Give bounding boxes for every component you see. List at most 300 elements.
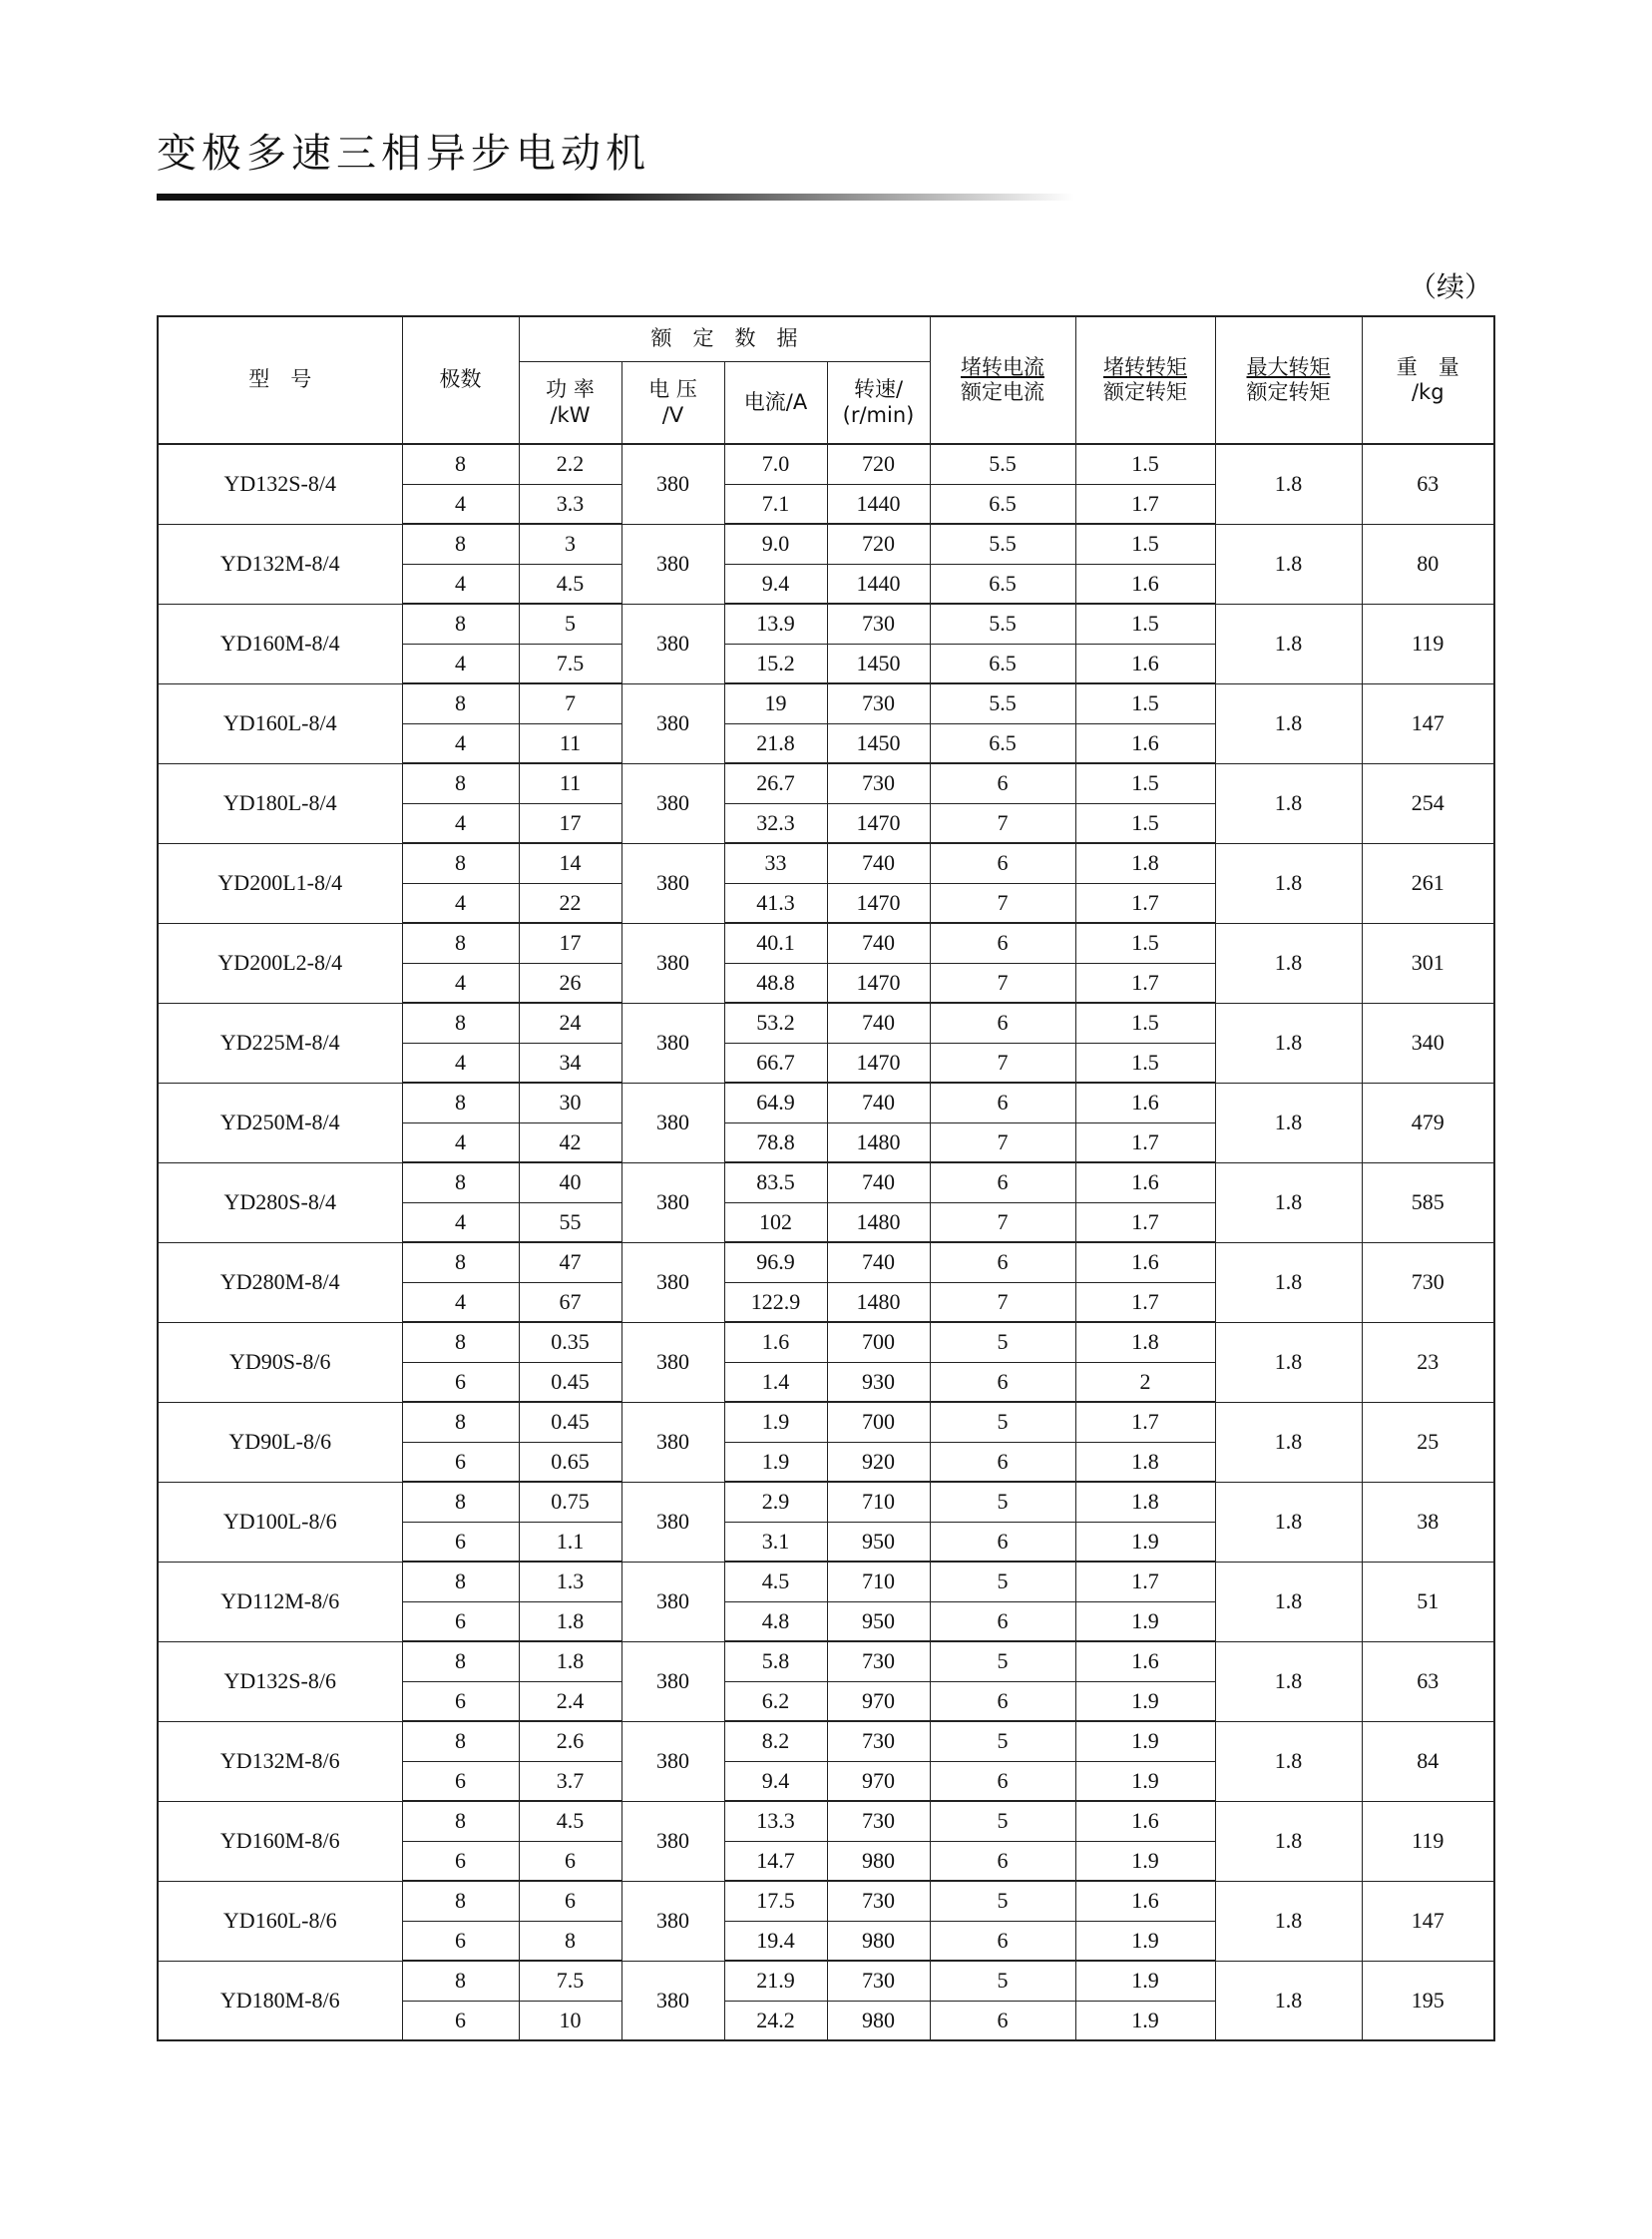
header-poles: 极数 xyxy=(402,316,519,444)
cell-power: 14 xyxy=(519,843,621,883)
cell-power: 1.8 xyxy=(519,1641,621,1681)
cell-current: 48.8 xyxy=(724,963,827,1003)
cell-power: 11 xyxy=(519,723,621,763)
cell-locked-current-ratio: 6 xyxy=(930,923,1075,963)
speed-unit: (r/min) xyxy=(842,402,915,427)
cell-model: YD132S-8/6 xyxy=(158,1641,402,1721)
cell-power: 10 xyxy=(519,2001,621,2040)
cell-current: 53.2 xyxy=(724,1003,827,1043)
cell-current: 78.8 xyxy=(724,1122,827,1162)
cell-locked-torque-ratio: 1.5 xyxy=(1075,524,1215,564)
cell-voltage: 380 xyxy=(621,1562,724,1641)
cell-power: 6 xyxy=(519,1881,621,1921)
cell-locked-torque-ratio: 1.9 xyxy=(1075,1721,1215,1761)
cell-poles: 6 xyxy=(402,1601,519,1641)
cell-voltage: 380 xyxy=(621,1641,724,1721)
cell-weight: 63 xyxy=(1362,444,1494,524)
cell-poles: 8 xyxy=(402,604,519,644)
cell-model: YD160M-8/6 xyxy=(158,1801,402,1881)
cell-current: 122.9 xyxy=(724,1282,827,1322)
cell-locked-current-ratio: 6 xyxy=(930,1681,1075,1721)
cell-locked-torque-ratio: 1.8 xyxy=(1075,1482,1215,1522)
cell-speed: 950 xyxy=(827,1601,930,1641)
cell-speed: 950 xyxy=(827,1522,930,1562)
cell-poles: 6 xyxy=(402,1761,519,1801)
locked-current-ratio-numerator: 堵转电流 xyxy=(961,354,1044,379)
table-row xyxy=(158,524,1494,564)
cell-speed: 1450 xyxy=(827,644,930,683)
cell-speed: 730 xyxy=(827,1961,930,2001)
cell-voltage: 380 xyxy=(621,524,724,604)
cell-weight: 254 xyxy=(1362,763,1494,843)
cell-voltage: 380 xyxy=(621,1482,724,1562)
table-row xyxy=(158,1961,1494,2001)
cell-power: 2.2 xyxy=(519,444,621,484)
table-row xyxy=(158,1482,1494,1522)
cell-locked-torque-ratio: 1.5 xyxy=(1075,803,1215,843)
cell-locked-torque-ratio: 1.7 xyxy=(1075,883,1215,923)
cell-voltage: 380 xyxy=(621,1003,724,1083)
cell-weight: 23 xyxy=(1362,1322,1494,1402)
cell-locked-current-ratio: 6 xyxy=(930,843,1075,883)
cell-locked-torque-ratio: 1.9 xyxy=(1075,1841,1215,1881)
cell-current: 102 xyxy=(724,1202,827,1242)
cell-weight: 25 xyxy=(1362,1402,1494,1482)
cell-speed: 740 xyxy=(827,1083,930,1122)
cell-weight: 80 xyxy=(1362,524,1494,604)
cell-model: YD250M-8/4 xyxy=(158,1083,402,1162)
table-row xyxy=(158,1881,1494,1921)
cell-model: YD200L1-8/4 xyxy=(158,843,402,923)
cell-power: 8 xyxy=(519,1921,621,1961)
cell-current: 26.7 xyxy=(724,763,827,803)
weight-unit: /kg xyxy=(1411,380,1445,404)
header-weight xyxy=(1362,316,1494,444)
cell-poles: 6 xyxy=(402,1362,519,1402)
cell-speed: 730 xyxy=(827,1721,930,1761)
cell-power: 7 xyxy=(519,683,621,723)
cell-speed: 980 xyxy=(827,2001,930,2040)
cell-current: 7.0 xyxy=(724,444,827,484)
cell-locked-torque-ratio: 1.6 xyxy=(1075,1641,1215,1681)
cell-power: 5 xyxy=(519,604,621,644)
cell-max-torque-ratio: 1.8 xyxy=(1215,1402,1362,1482)
cell-speed: 700 xyxy=(827,1402,930,1442)
cell-locked-current-ratio: 5.5 xyxy=(930,524,1075,564)
cell-current: 7.1 xyxy=(724,484,827,524)
cell-max-torque-ratio: 1.8 xyxy=(1215,1562,1362,1641)
cell-power: 26 xyxy=(519,963,621,1003)
cell-poles: 4 xyxy=(402,644,519,683)
cell-locked-torque-ratio: 1.9 xyxy=(1075,1761,1215,1801)
cell-speed: 970 xyxy=(827,1761,930,1801)
cell-poles: 4 xyxy=(402,1282,519,1322)
cell-locked-torque-ratio: 1.7 xyxy=(1075,1202,1215,1242)
cell-locked-torque-ratio: 1.5 xyxy=(1075,604,1215,644)
cell-speed: 1480 xyxy=(827,1282,930,1322)
header-locked-torque-ratio xyxy=(1075,316,1215,444)
cell-poles: 8 xyxy=(402,1003,519,1043)
cell-locked-torque-ratio: 1.5 xyxy=(1075,683,1215,723)
table-row xyxy=(158,444,1494,484)
cell-locked-torque-ratio: 1.8 xyxy=(1075,1322,1215,1362)
cell-speed: 720 xyxy=(827,444,930,484)
cell-poles: 6 xyxy=(402,1921,519,1961)
cell-locked-current-ratio: 7 xyxy=(930,1202,1075,1242)
cell-power: 1.3 xyxy=(519,1562,621,1601)
cell-current: 15.2 xyxy=(724,644,827,683)
cell-power: 2.6 xyxy=(519,1721,621,1761)
cell-speed: 730 xyxy=(827,1801,930,1841)
cell-locked-torque-ratio: 1.6 xyxy=(1075,644,1215,683)
cell-poles: 8 xyxy=(402,1641,519,1681)
cell-weight: 195 xyxy=(1362,1961,1494,2040)
cell-speed: 1470 xyxy=(827,803,930,843)
cell-current: 13.9 xyxy=(724,604,827,644)
cell-speed: 1470 xyxy=(827,963,930,1003)
cell-poles: 8 xyxy=(402,1482,519,1522)
cell-power: 55 xyxy=(519,1202,621,1242)
cell-locked-current-ratio: 5 xyxy=(930,1402,1075,1442)
cell-speed: 1440 xyxy=(827,484,930,524)
cell-locked-current-ratio: 5 xyxy=(930,1801,1075,1841)
cell-current: 9.4 xyxy=(724,1761,827,1801)
cell-power: 4.5 xyxy=(519,564,621,604)
power-unit: /kW xyxy=(550,402,591,427)
continued-label: （续） xyxy=(1408,270,1492,303)
cell-locked-current-ratio: 6 xyxy=(930,763,1075,803)
cell-max-torque-ratio: 1.8 xyxy=(1215,923,1362,1003)
cell-poles: 8 xyxy=(402,1322,519,1362)
cell-voltage: 380 xyxy=(621,1242,724,1322)
cell-current: 41.3 xyxy=(724,883,827,923)
cell-locked-torque-ratio: 1.7 xyxy=(1075,484,1215,524)
page-title: 变极多速三相异步电动机 xyxy=(157,131,650,177)
cell-model: YD100L-8/6 xyxy=(158,1482,402,1562)
cell-max-torque-ratio: 1.8 xyxy=(1215,1881,1362,1961)
table-row xyxy=(158,923,1494,963)
cell-model: YD90L-8/6 xyxy=(158,1402,402,1482)
header-current: 电流/A xyxy=(724,362,827,445)
cell-weight: 51 xyxy=(1362,1562,1494,1641)
table-body xyxy=(158,444,1494,2040)
cell-locked-torque-ratio: 1.6 xyxy=(1075,1162,1215,1202)
cell-poles: 8 xyxy=(402,1801,519,1841)
cell-power: 47 xyxy=(519,1242,621,1282)
cell-power: 3 xyxy=(519,524,621,564)
cell-current: 21.9 xyxy=(724,1961,827,2001)
cell-poles: 8 xyxy=(402,1721,519,1761)
cell-speed: 740 xyxy=(827,923,930,963)
header-speed xyxy=(827,362,930,445)
cell-locked-torque-ratio: 1.9 xyxy=(1075,1522,1215,1562)
cell-current: 5.8 xyxy=(724,1641,827,1681)
cell-poles: 8 xyxy=(402,1162,519,1202)
cell-poles: 4 xyxy=(402,484,519,524)
cell-locked-torque-ratio: 1.9 xyxy=(1075,1961,1215,2001)
cell-poles: 8 xyxy=(402,1083,519,1122)
motor-spec-table xyxy=(157,315,1495,2041)
cell-locked-torque-ratio: 1.5 xyxy=(1075,444,1215,484)
cell-locked-torque-ratio: 1.5 xyxy=(1075,1003,1215,1043)
cell-current: 1.4 xyxy=(724,1362,827,1402)
cell-voltage: 380 xyxy=(621,1721,724,1801)
cell-locked-current-ratio: 6 xyxy=(930,2001,1075,2040)
cell-locked-current-ratio: 6 xyxy=(930,1841,1075,1881)
cell-weight: 585 xyxy=(1362,1162,1494,1242)
cell-poles: 8 xyxy=(402,1402,519,1442)
cell-poles: 6 xyxy=(402,2001,519,2040)
cell-locked-torque-ratio: 1.5 xyxy=(1075,1043,1215,1083)
cell-weight: 730 xyxy=(1362,1242,1494,1322)
cell-locked-current-ratio: 5 xyxy=(930,1961,1075,2001)
table-row xyxy=(158,1721,1494,1761)
cell-model: YD160L-8/4 xyxy=(158,683,402,763)
cell-poles: 8 xyxy=(402,843,519,883)
cell-locked-torque-ratio: 1.6 xyxy=(1075,1083,1215,1122)
cell-weight: 147 xyxy=(1362,683,1494,763)
cell-locked-current-ratio: 5 xyxy=(930,1482,1075,1522)
cell-locked-current-ratio: 7 xyxy=(930,1282,1075,1322)
cell-locked-torque-ratio: 1.5 xyxy=(1075,923,1215,963)
header-model: 型 号 xyxy=(158,316,402,444)
cell-poles: 8 xyxy=(402,923,519,963)
cell-locked-torque-ratio: 1.8 xyxy=(1075,843,1215,883)
cell-current: 4.8 xyxy=(724,1601,827,1641)
table-row xyxy=(158,763,1494,803)
cell-locked-torque-ratio: 1.6 xyxy=(1075,723,1215,763)
cell-locked-torque-ratio: 1.6 xyxy=(1075,1242,1215,1282)
table-row xyxy=(158,1162,1494,1202)
cell-power: 1.1 xyxy=(519,1522,621,1562)
cell-speed: 730 xyxy=(827,683,930,723)
cell-weight: 340 xyxy=(1362,1003,1494,1083)
cell-weight: 261 xyxy=(1362,843,1494,923)
cell-model: YD160M-8/4 xyxy=(158,604,402,683)
cell-current: 9.4 xyxy=(724,564,827,604)
cell-model: YD180L-8/4 xyxy=(158,763,402,843)
weight-label: 重 量 xyxy=(1396,354,1459,379)
cell-current: 33 xyxy=(724,843,827,883)
cell-speed: 980 xyxy=(827,1841,930,1881)
cell-poles: 4 xyxy=(402,1202,519,1242)
cell-speed: 730 xyxy=(827,1881,930,1921)
cell-current: 32.3 xyxy=(724,803,827,843)
title-underline xyxy=(157,194,1074,201)
cell-model: YD180M-8/6 xyxy=(158,1961,402,2040)
cell-poles: 8 xyxy=(402,683,519,723)
cell-weight: 119 xyxy=(1362,1801,1494,1881)
header-power xyxy=(519,362,621,445)
cell-poles: 4 xyxy=(402,1122,519,1162)
header-locked-current-ratio xyxy=(930,316,1075,444)
header-voltage xyxy=(621,362,724,445)
cell-locked-current-ratio: 5.5 xyxy=(930,604,1075,644)
cell-locked-current-ratio: 7 xyxy=(930,803,1075,843)
cell-locked-torque-ratio: 1.5 xyxy=(1075,763,1215,803)
cell-power: 17 xyxy=(519,923,621,963)
cell-speed: 930 xyxy=(827,1362,930,1402)
cell-locked-torque-ratio: 1.8 xyxy=(1075,1442,1215,1482)
cell-power: 22 xyxy=(519,883,621,923)
cell-current: 1.9 xyxy=(724,1442,827,1482)
cell-model: YD280S-8/4 xyxy=(158,1162,402,1242)
cell-locked-torque-ratio: 1.6 xyxy=(1075,564,1215,604)
cell-power: 40 xyxy=(519,1162,621,1202)
cell-power: 3.7 xyxy=(519,1761,621,1801)
cell-current: 83.5 xyxy=(724,1162,827,1202)
cell-speed: 1450 xyxy=(827,723,930,763)
cell-locked-torque-ratio: 1.6 xyxy=(1075,1801,1215,1841)
cell-locked-current-ratio: 6 xyxy=(930,1083,1075,1122)
cell-current: 66.7 xyxy=(724,1043,827,1083)
cell-locked-current-ratio: 7 xyxy=(930,883,1075,923)
cell-locked-current-ratio: 6.5 xyxy=(930,723,1075,763)
cell-locked-torque-ratio: 1.7 xyxy=(1075,1402,1215,1442)
table-row xyxy=(158,1801,1494,1841)
cell-locked-current-ratio: 7 xyxy=(930,963,1075,1003)
cell-poles: 4 xyxy=(402,564,519,604)
cell-speed: 1470 xyxy=(827,1043,930,1083)
cell-locked-torque-ratio: 1.7 xyxy=(1075,1562,1215,1601)
cell-speed: 740 xyxy=(827,1242,930,1282)
cell-max-torque-ratio: 1.8 xyxy=(1215,604,1362,683)
cell-weight: 147 xyxy=(1362,1881,1494,1961)
table-row xyxy=(158,1641,1494,1681)
cell-speed: 730 xyxy=(827,1641,930,1681)
cell-locked-current-ratio: 5 xyxy=(930,1721,1075,1761)
table-row xyxy=(158,1242,1494,1282)
cell-current: 14.7 xyxy=(724,1841,827,1881)
cell-model: YD132M-8/6 xyxy=(158,1721,402,1801)
cell-max-torque-ratio: 1.8 xyxy=(1215,1003,1362,1083)
cell-poles: 4 xyxy=(402,723,519,763)
cell-poles: 8 xyxy=(402,524,519,564)
cell-power: 1.8 xyxy=(519,1601,621,1641)
cell-speed: 740 xyxy=(827,1003,930,1043)
cell-poles: 8 xyxy=(402,1242,519,1282)
cell-max-torque-ratio: 1.8 xyxy=(1215,1242,1362,1322)
voltage-label: 电 压 xyxy=(648,377,697,402)
cell-speed: 720 xyxy=(827,524,930,564)
cell-current: 2.9 xyxy=(724,1482,827,1522)
cell-power: 0.45 xyxy=(519,1402,621,1442)
cell-current: 40.1 xyxy=(724,923,827,963)
max-torque-ratio-numerator: 最大转矩 xyxy=(1246,354,1331,379)
cell-voltage: 380 xyxy=(621,1322,724,1402)
cell-speed: 920 xyxy=(827,1442,930,1482)
table-row xyxy=(158,683,1494,723)
cell-poles: 6 xyxy=(402,1841,519,1881)
cell-power: 6 xyxy=(519,1841,621,1881)
cell-max-torque-ratio: 1.8 xyxy=(1215,524,1362,604)
cell-locked-current-ratio: 6.5 xyxy=(930,484,1075,524)
speed-label: 转速/ xyxy=(853,377,904,402)
table-row xyxy=(158,1402,1494,1442)
cell-locked-current-ratio: 6 xyxy=(930,1601,1075,1641)
table-row xyxy=(158,1003,1494,1043)
cell-speed: 740 xyxy=(827,1162,930,1202)
cell-current: 1.9 xyxy=(724,1402,827,1442)
cell-voltage: 380 xyxy=(621,1162,724,1242)
cell-speed: 1440 xyxy=(827,564,930,604)
cell-power: 7.5 xyxy=(519,644,621,683)
cell-power: 34 xyxy=(519,1043,621,1083)
locked-torque-ratio-denominator: 额定转矩 xyxy=(1103,380,1187,404)
cell-current: 19.4 xyxy=(724,1921,827,1961)
cell-max-torque-ratio: 1.8 xyxy=(1215,1083,1362,1162)
cell-weight: 63 xyxy=(1362,1641,1494,1721)
cell-speed: 730 xyxy=(827,763,930,803)
cell-max-torque-ratio: 1.8 xyxy=(1215,1961,1362,2040)
cell-locked-current-ratio: 6 xyxy=(930,1921,1075,1961)
cell-poles: 8 xyxy=(402,1562,519,1601)
cell-locked-torque-ratio: 1.7 xyxy=(1075,1282,1215,1322)
cell-model: YD280M-8/4 xyxy=(158,1242,402,1322)
cell-poles: 6 xyxy=(402,1681,519,1721)
cell-power: 0.65 xyxy=(519,1442,621,1482)
cell-model: YD160L-8/6 xyxy=(158,1881,402,1961)
cell-locked-torque-ratio: 1.7 xyxy=(1075,1122,1215,1162)
cell-locked-current-ratio: 5.5 xyxy=(930,444,1075,484)
cell-current: 1.6 xyxy=(724,1322,827,1362)
cell-locked-current-ratio: 5 xyxy=(930,1322,1075,1362)
cell-speed: 1480 xyxy=(827,1202,930,1242)
cell-speed: 730 xyxy=(827,604,930,644)
cell-speed: 710 xyxy=(827,1482,930,1522)
cell-poles: 4 xyxy=(402,1043,519,1083)
cell-voltage: 380 xyxy=(621,1083,724,1162)
cell-speed: 1480 xyxy=(827,1122,930,1162)
cell-current: 9.0 xyxy=(724,524,827,564)
cell-locked-current-ratio: 6 xyxy=(930,1242,1075,1282)
cell-voltage: 380 xyxy=(621,843,724,923)
cell-power: 2.4 xyxy=(519,1681,621,1721)
cell-max-torque-ratio: 1.8 xyxy=(1215,763,1362,843)
cell-speed: 740 xyxy=(827,843,930,883)
cell-poles: 4 xyxy=(402,803,519,843)
cell-max-torque-ratio: 1.8 xyxy=(1215,683,1362,763)
cell-locked-current-ratio: 5 xyxy=(930,1881,1075,1921)
cell-max-torque-ratio: 1.8 xyxy=(1215,1801,1362,1881)
cell-locked-torque-ratio: 1.6 xyxy=(1075,1881,1215,1921)
cell-poles: 8 xyxy=(402,1961,519,2001)
cell-weight: 38 xyxy=(1362,1482,1494,1562)
cell-locked-current-ratio: 6 xyxy=(930,1362,1075,1402)
cell-weight: 301 xyxy=(1362,923,1494,1003)
cell-speed: 710 xyxy=(827,1562,930,1601)
cell-poles: 8 xyxy=(402,763,519,803)
cell-power: 30 xyxy=(519,1083,621,1122)
cell-poles: 4 xyxy=(402,963,519,1003)
cell-voltage: 380 xyxy=(621,1402,724,1482)
cell-power: 7.5 xyxy=(519,1961,621,2001)
cell-current: 17.5 xyxy=(724,1881,827,1921)
cell-model: YD112M-8/6 xyxy=(158,1562,402,1641)
cell-poles: 6 xyxy=(402,1442,519,1482)
cell-power: 0.75 xyxy=(519,1482,621,1522)
cell-locked-torque-ratio: 1.9 xyxy=(1075,1601,1215,1641)
cell-speed: 980 xyxy=(827,1921,930,1961)
cell-current: 4.5 xyxy=(724,1562,827,1601)
cell-model: YD132M-8/4 xyxy=(158,524,402,604)
table-row xyxy=(158,1562,1494,1601)
cell-speed: 700 xyxy=(827,1322,930,1362)
cell-max-torque-ratio: 1.8 xyxy=(1215,1322,1362,1402)
cell-model: YD200L2-8/4 xyxy=(158,923,402,1003)
cell-max-torque-ratio: 1.8 xyxy=(1215,1641,1362,1721)
cell-max-torque-ratio: 1.8 xyxy=(1215,1162,1362,1242)
